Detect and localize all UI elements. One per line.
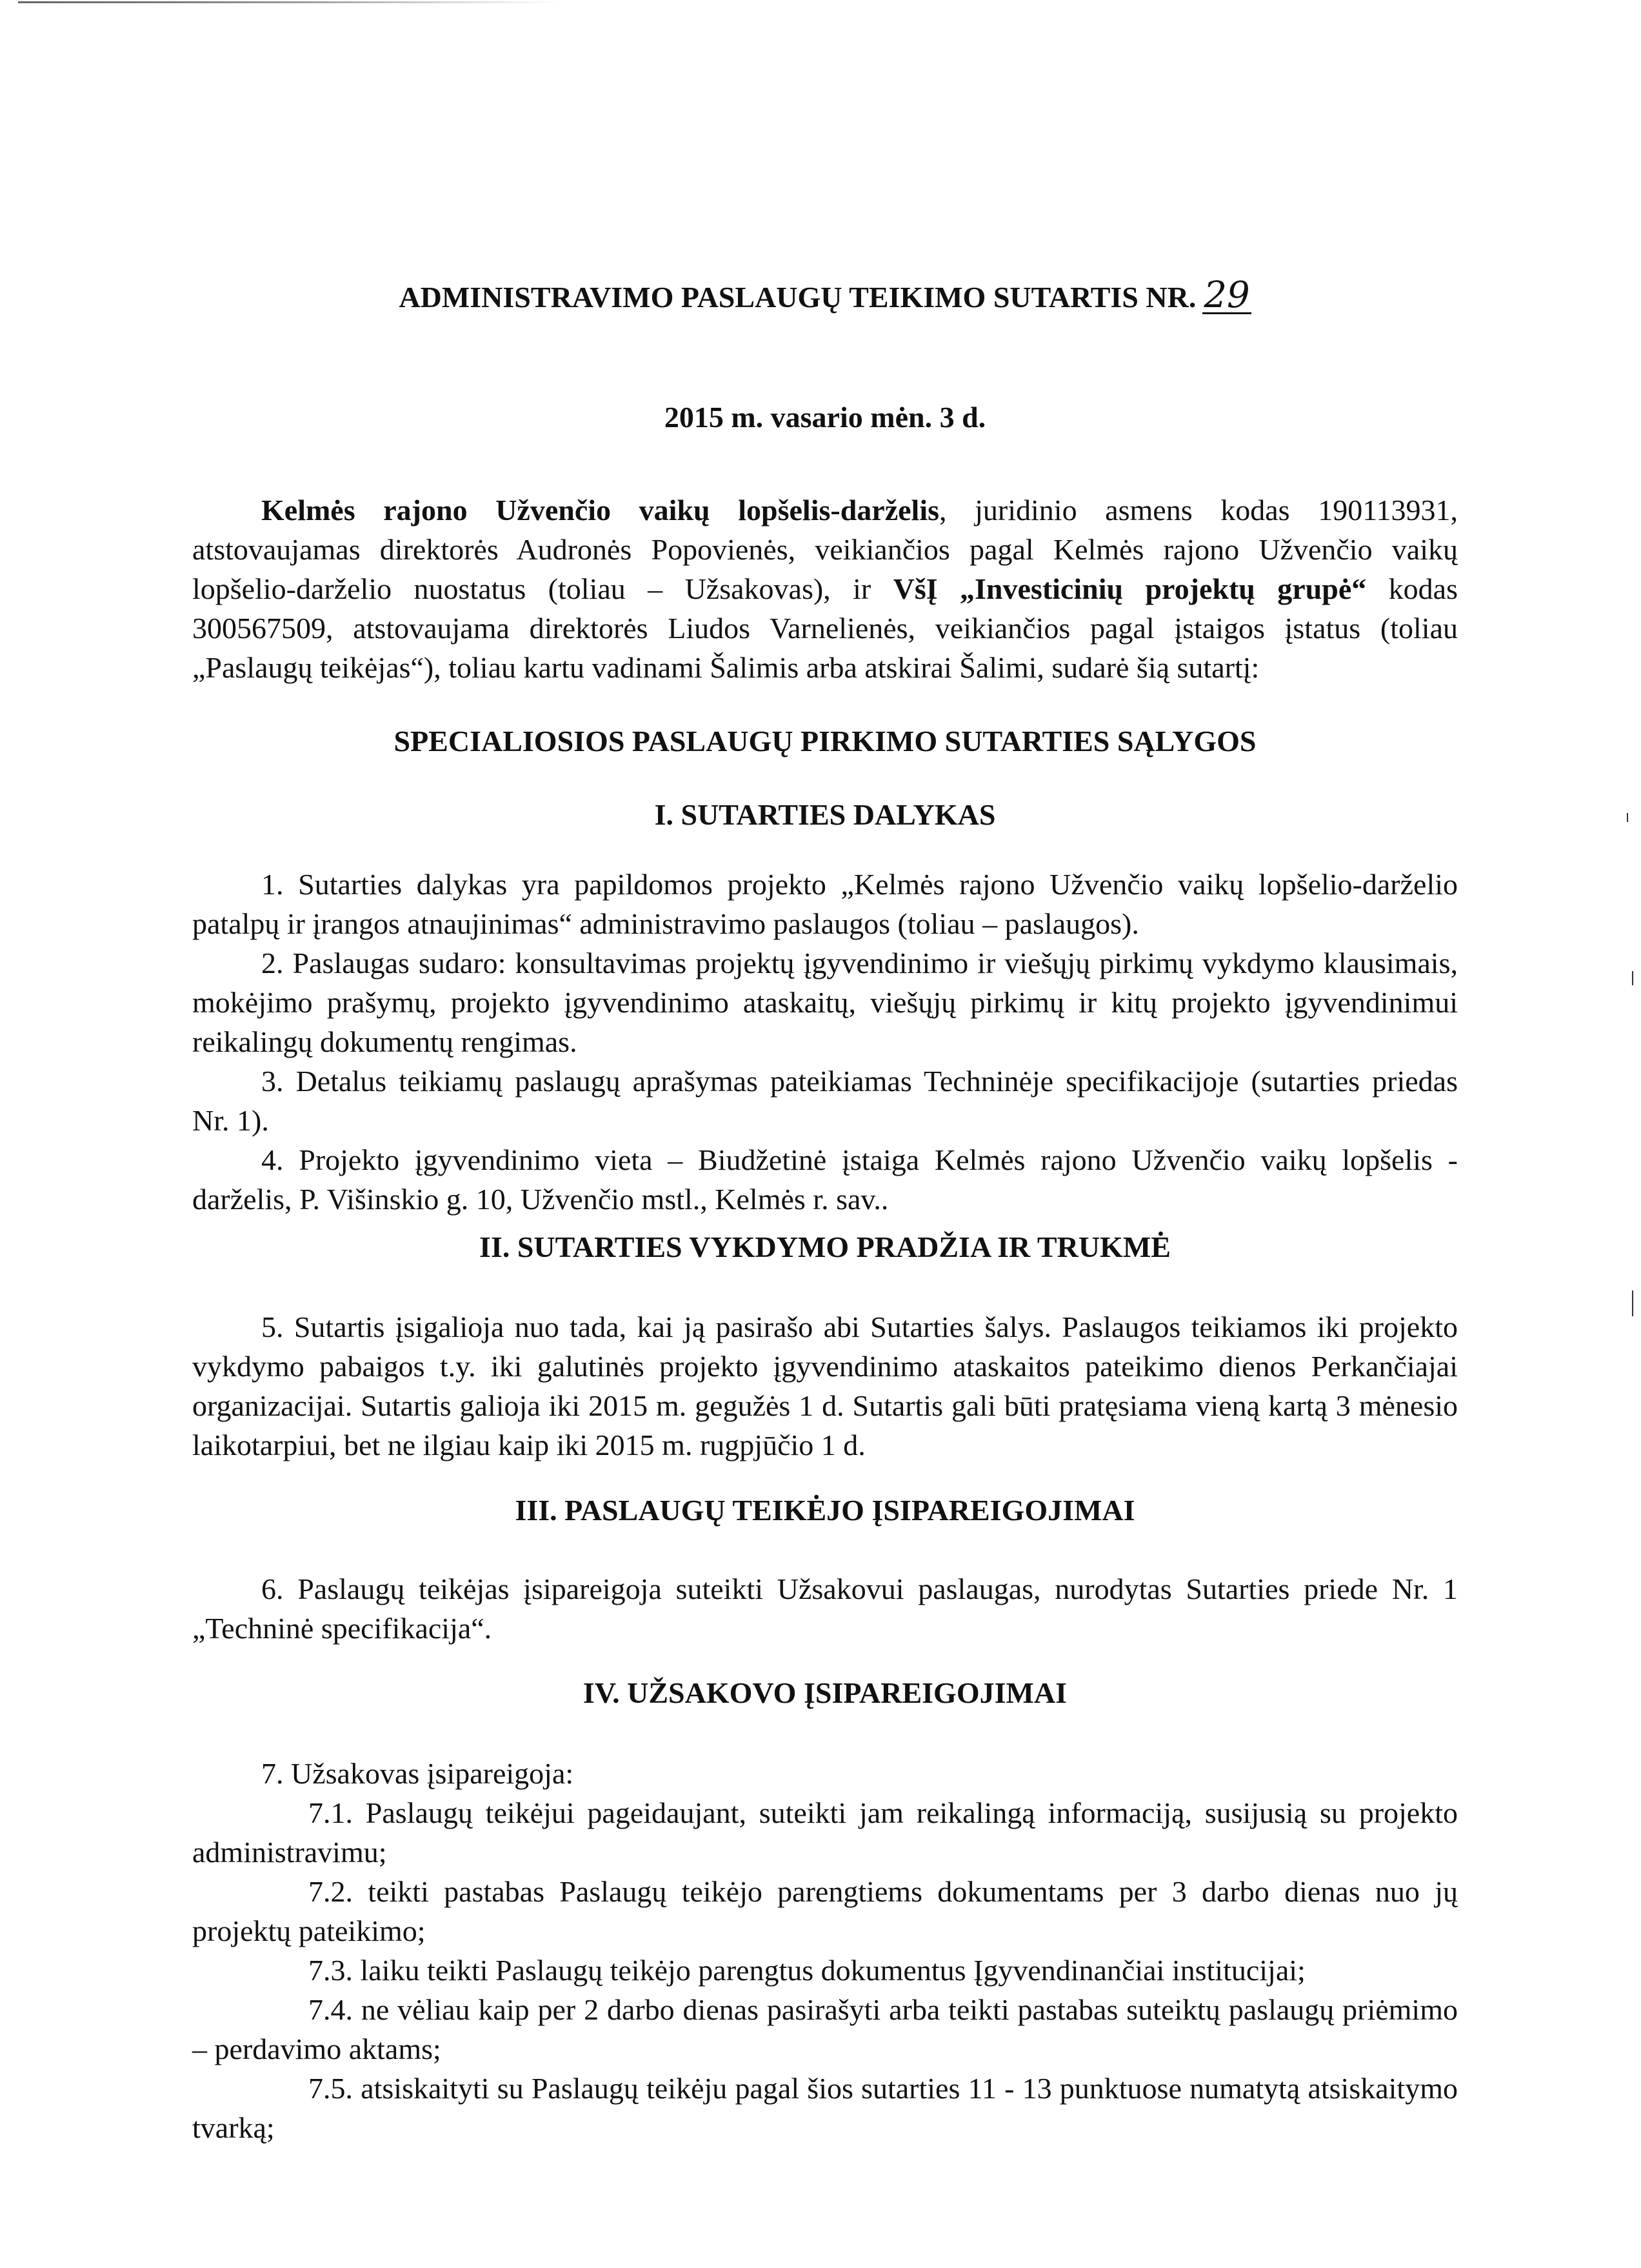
section-heading-3: III. PASLAUGŲ TEIKĖJO ĮSIPAREIGOJIMAI xyxy=(515,1494,1135,1527)
handwritten-contract-number: 29 xyxy=(1204,274,1250,316)
clause-7-3: 7.3. laiku teikti Paslaugų teikėjo parengtus dokumentus Įgyvendinančiai institucijai; xyxy=(308,1954,1306,1987)
clause-2: 2. Paslaugas sudaro: konsultavimas projektų įgyvendinimo ir viešųjų pirkimų vykdymo klausimais, mokėjimo prašymų, projekto įgyvendinimo ataskaitų, viešųjų pirkimų ir kitų projekto įgyvendinimui reikalingų dokumentų rengimas. xyxy=(192,947,1458,1058)
document-title xyxy=(192,274,1458,316)
clause-7: 7. Užsakovas įsipareigoja: xyxy=(261,1757,574,1790)
section-heading-4: IV. UŽSAKOVO ĮSIPAREIGOJIMAI xyxy=(582,1676,1068,1709)
scan-margin-mark xyxy=(1632,971,1633,985)
document-date: 2015 m. vasario mėn. 3 d. xyxy=(664,401,986,434)
party2-name: VšĮ „Investicinių projektų grupė“ xyxy=(893,572,1367,605)
scan-artifact-line xyxy=(18,1,560,3)
section-heading-1: I. SUTARTIES DALYKAS xyxy=(654,798,996,831)
clause-6: 6. Paslaugų teikėjas įsipareigoja suteikti Užsakovui paslaugas, nurodytas Sutarties priede Nr. 1 „Techninė specifikacija“. xyxy=(192,1572,1458,1645)
clause-7-1: 7.1. Paslaugų teikėjui pageidaujant, suteikti jam reikalingą informaciją, susijusią su projekto administravimu; xyxy=(192,1796,1458,1869)
clause-7-2: 7.2. teikti pastabas Paslaugų teikėjo parengtiems dokumentams per 3 darbo dienas nuo jų projektų pateikimo; xyxy=(192,1875,1458,1947)
intro-text-1: , juridinio asmens kodas 190113931, atstovaujamas direktorės Audronės Popovienės, veikiančios pagal Kelmės rajono Užvenčio vaikų lopšelio-darželio nuostatus (toliau – Užsakovas), ir xyxy=(192,494,1458,605)
clause-5: 5. Sutartis įsigalioja nuo tada, kai ją pasirašo abi Sutarties šalys. Paslaugos teikiamos iki projekto vykdymo pabaigos t.y. iki galutinės projekto įgyvendinimo ataskaitos pateikimo dienos Perkančiajai organizacijai. Sutartis galioja iki 2015 m. gegužės 1 d. Sutartis gali būti pratęsiama vieną kartą 3 mėnesio laikotarpiui, bet ne ilgiau kaip iki 2015 m. rugpjūčio 1 d. xyxy=(192,1310,1458,1461)
party1-name: Kelmės rajono Užvenčio vaikų lopšelis-darželis xyxy=(261,494,939,527)
main-heading: SPECIALIOSIOS PASLAUGŲ PIRKIMO SUTARTIES SĄLYGOS xyxy=(393,725,1257,758)
clause-7-5: 7.5. atsiskaityti su Paslaugų teikėju pagal šios sutarties 11 - 13 punktuose numatytą atsiskaitymo tvarką; xyxy=(192,2072,1458,2144)
title-text: ADMINISTRAVIMO PASLAUGŲ TEIKIMO SUTARTIS NR. xyxy=(399,281,1197,314)
section-heading-2: II. SUTARTIES VYKDYMO PRADŽIA IR TRUKMĖ xyxy=(479,1230,1171,1263)
scan-margin-mark xyxy=(1627,813,1628,822)
clause-7-4: 7.4. ne vėliau kaip per 2 darbo dienas pasirašyti arba teikti pastabas suteiktų paslaugų priėmimo – perdavimo aktams; xyxy=(192,1993,1458,2065)
intro-paragraph xyxy=(192,490,1458,687)
clause-3: 3. Detalus teikiamų paslaugų aprašymas pateikiamas Techninėje specifikacijoje (sutarties priedas Nr. 1). xyxy=(192,1065,1458,1137)
clause-4: 4. Projekto įgyvendinimo vieta – Biudžetinė įstaiga Kelmės rajono Užvenčio vaikų lopšelis - darželis, P. Višinskio g. 10, Užvenčio mstl., Kelmės r. sav.. xyxy=(192,1143,1458,1216)
intro-text-2: kodas 300567509, atstovaujama direktorės Liudos Varnelienės, veikiančios pagal įstaigos įstatus (toliau „Paslaugų teikėjas“), toliau kartu vadinami Šalimis arba atskirai Šalimi, sudarė šią sutartį: xyxy=(192,572,1458,684)
clause-1: 1. Sutarties dalykas yra papildomos projekto „Kelmės rajono Užvenčio vaikų lopšelio-darželio patalpų ir įrangos atnaujinimas“ administravimo paslaugos (toliau – paslaugos). xyxy=(192,868,1458,940)
scan-margin-mark xyxy=(1632,1290,1633,1316)
